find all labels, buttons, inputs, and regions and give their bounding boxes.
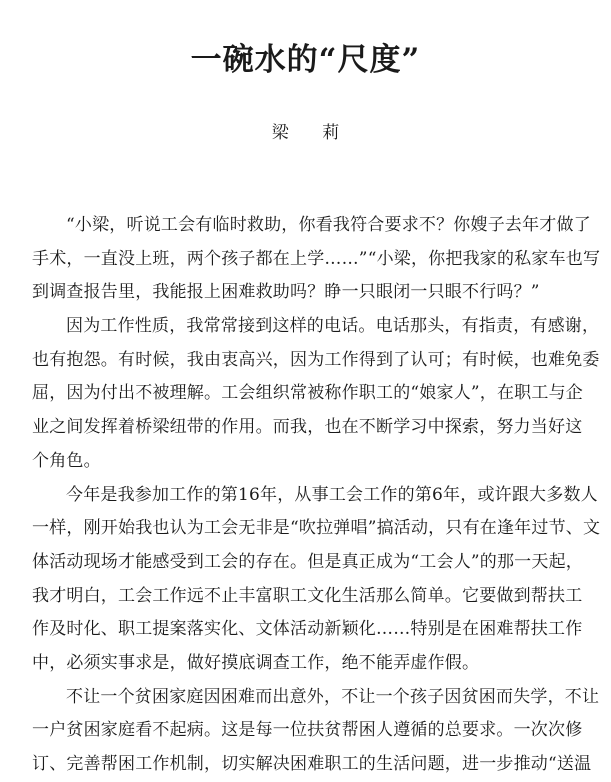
paragraph-line: 到调查报告里，我能报上困难救助吗？睁一只眼闭一只眼不行吗？” [32, 282, 540, 303]
article-author: 梁 莉 [271, 123, 354, 143]
paragraph-line: 作及时化、职工提案落实化、文体活动新颖化……特别是在困难帮扶工作 [32, 619, 583, 640]
paragraph-line: 今年是我参加工作的第16年，从事工会工作的第6年，或许跟大多数人 [66, 484, 598, 505]
paragraph-line: 业之间发挥着桥梁纽带的作用。而我，也在不断学习中探索，努力当好这 [32, 417, 583, 438]
article-body [32, 209, 601, 782]
paragraph-line: 一样，刚开始我也认为工会无非是“吹拉弹唱”搞活动，只有在逢年过节、文 [32, 518, 601, 539]
paragraph-line: 体活动现场才能感受到工会的存在。但是真正成为“工会人”的那一天起， [32, 551, 583, 572]
paragraph-line: 屈，因为付出不被理解。工会组织常被称作职工的“娘家人”，在职工与企 [32, 383, 583, 404]
paragraph-line: 一户贫困家庭看不起病。这是每一位扶贫帮困人遵循的总要求。一次次修 [32, 720, 583, 741]
paragraph-line: 不让一个贫困家庭因困难而出意外，不让一个孩子因贫困而失学，不让 [66, 686, 600, 707]
paragraph-line: 个角色。 [32, 450, 101, 471]
paragraph-line: 手术，一直没上班，两个孩子都在上学……”“小梁，你把我家的私家车也写 [32, 248, 601, 269]
paragraph-line: 中，必须实事求是，做好摸底调查工作，绝不能弄虚作假。 [32, 652, 480, 673]
paragraph-line: 我才明白，工会工作远不止丰富职工文化生活那么简单。它要做到帮扶工 [32, 585, 583, 606]
paragraph-line: “小梁，听说工会有临时救助，你看我符合要求不？你嫂子去年才做了 [66, 215, 591, 235]
paragraph-line: 订、完善帮困工作机制，切实解决困难职工的生活问题，进一步推动“送温 [32, 754, 592, 774]
paragraph-line: 因为工作性质，我常常接到这样的电话。电话那头，有指责，有感谢， [66, 316, 600, 337]
article-title: 一碗水的“尺度” [190, 42, 421, 78]
paragraph-line: 也有抱怨。有时候，我由衷高兴，因为工作得到了认可；有时候，也难免委 [32, 349, 600, 370]
